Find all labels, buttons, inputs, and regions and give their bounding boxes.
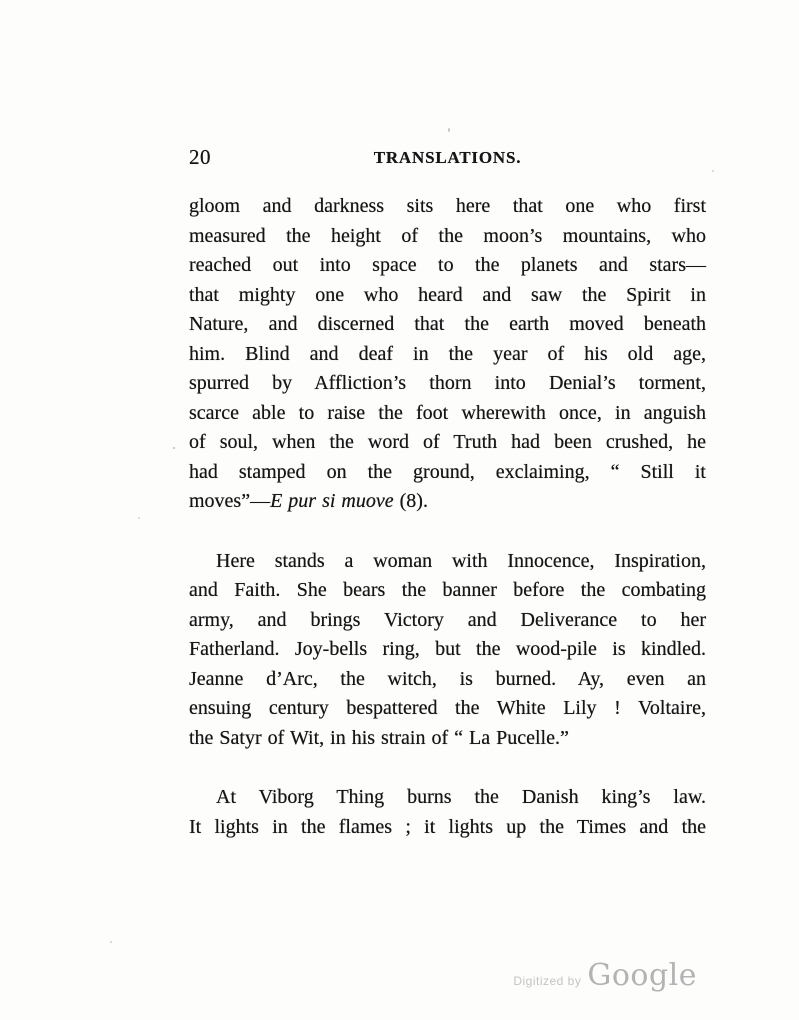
text-segment: Nature, and discerned that the earth moved beneath xyxy=(189,313,706,335)
scan-speck xyxy=(173,447,175,449)
text-segment: scarce able to raise the foot wherewith once, in anguish xyxy=(189,401,706,424)
text-segment: him. Blind and deaf in the year of his old age, xyxy=(189,342,706,365)
text-line xyxy=(189,487,706,517)
text-line xyxy=(189,606,706,636)
text-segment: At Viborg Thing burns the Danish king’s law. xyxy=(216,786,706,808)
text-line xyxy=(189,222,706,252)
scan-speck xyxy=(448,128,450,132)
text-line xyxy=(189,369,706,399)
text-line xyxy=(189,665,706,695)
text-segment: and Faith. She bears the banner before the combating xyxy=(189,579,706,601)
text-segment: that mighty one who heard and saw the Spirit in xyxy=(189,283,706,306)
text-segment: of soul, when the word of Truth had been crushed, he xyxy=(189,431,706,453)
text-line xyxy=(189,192,706,222)
text-line xyxy=(189,458,706,488)
watermark-prefix: Digitized by xyxy=(513,974,582,988)
running-head: TRANSLATIONS. xyxy=(373,148,522,167)
text-line xyxy=(189,576,706,606)
text-segment: had stamped on the ground, exclaiming, “ Still it xyxy=(189,460,706,483)
paragraph xyxy=(189,547,706,754)
text-line xyxy=(189,635,706,665)
text-segment: ensuing century bespattered the White Lily ! Voltaire, xyxy=(189,697,706,719)
scan-speck xyxy=(712,170,714,172)
text-segment: It lights in the flames ; it lights up the Times and the xyxy=(189,815,706,838)
paragraph xyxy=(189,192,706,517)
google-logo: Google xyxy=(587,958,697,993)
text-segment: Jeanne d’Arc, the witch, is burned. Ay, even an xyxy=(189,667,706,690)
text-line xyxy=(189,547,706,577)
text-segment: reached out into space to the planets and stars— xyxy=(189,254,706,276)
text-column xyxy=(189,192,706,842)
text-segment: army, and brings Victory and Deliverance to her xyxy=(189,608,706,631)
text-segment: gloom and darkness sits here that one who first xyxy=(189,195,706,217)
text-segment: Fatherland. Joy-bells ring, but the wood-pile is kindled. xyxy=(189,638,706,660)
text-line xyxy=(189,310,706,340)
text-line xyxy=(189,783,706,813)
digitization-watermark xyxy=(513,958,697,993)
scan-speck xyxy=(110,941,112,943)
text-segment: moves”— xyxy=(189,490,271,512)
text-line xyxy=(189,281,706,311)
text-line xyxy=(189,724,706,754)
text-segment: (8). xyxy=(393,490,428,512)
text-segment: spurred by Affliction’s thorn into Denial’s torment, xyxy=(189,372,706,394)
text-line xyxy=(189,251,706,281)
italic-text-segment: E pur si muove xyxy=(270,490,394,512)
text-line xyxy=(189,428,706,458)
text-line xyxy=(189,340,706,370)
text-line xyxy=(189,813,706,843)
text-segment: the Satyr of Wit, in his strain of “ La Pucelle.” xyxy=(189,726,569,749)
paragraph xyxy=(189,783,706,842)
text-segment: Here stands a woman with Innocence, Inspiration, xyxy=(216,549,706,572)
text-line xyxy=(189,694,706,724)
scan-speck xyxy=(138,517,140,519)
page-number: 20 xyxy=(189,145,211,169)
text-segment: measured the height of the moon’s mountains, who xyxy=(189,224,706,247)
text-line xyxy=(189,399,706,429)
